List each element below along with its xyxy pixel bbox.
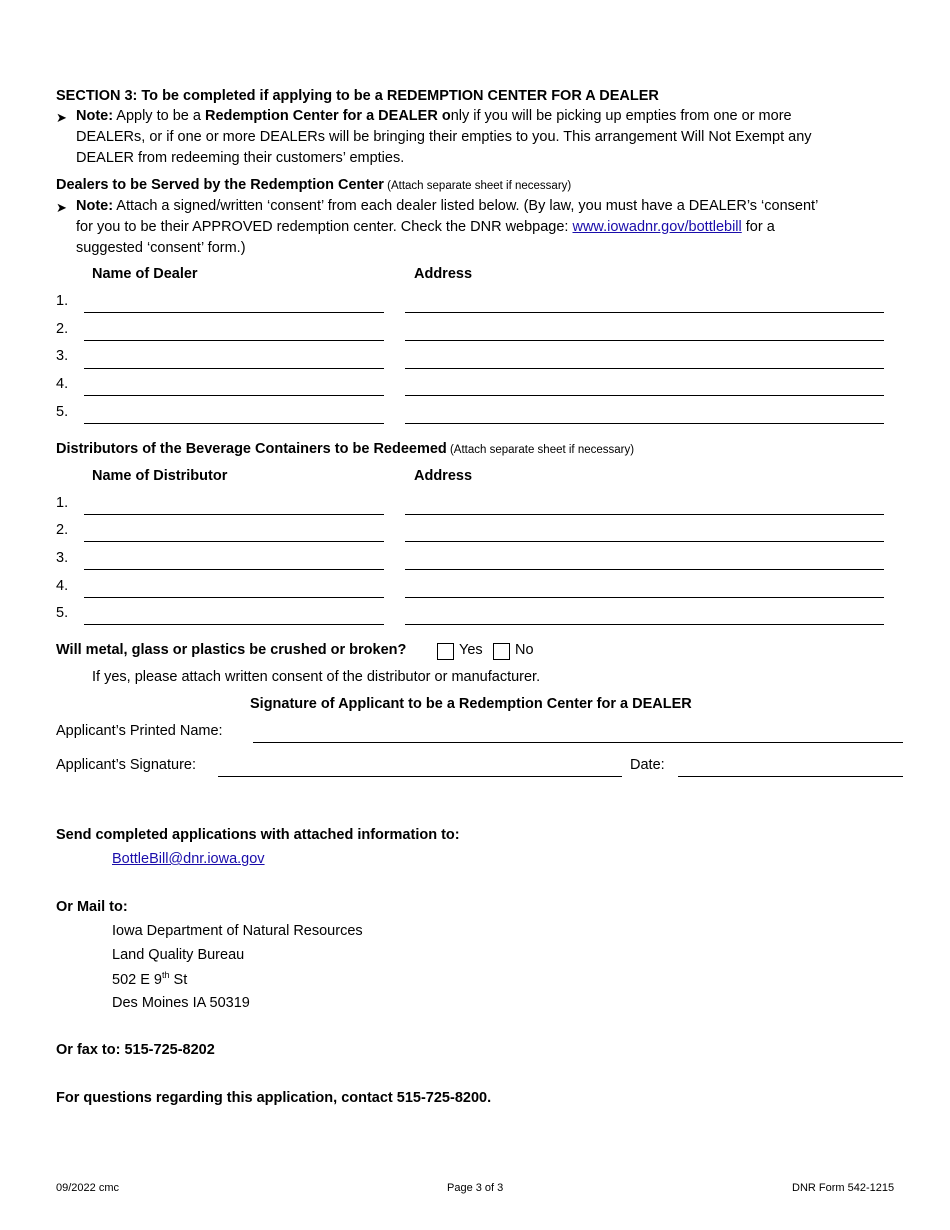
distributor-address-field[interactable] bbox=[405, 597, 884, 598]
distributor-row-number: 3. bbox=[56, 550, 69, 566]
distributors-heading-note: (Attach separate sheet if necessary) bbox=[446, 444, 635, 456]
distributor-address-field[interactable] bbox=[405, 514, 884, 515]
distributors-heading bbox=[56, 441, 634, 457]
distributor-row-number: 5. bbox=[56, 605, 69, 621]
email-link[interactable]: BottleBill@dnr.iowa.gov bbox=[112, 851, 265, 867]
printed-name-label: Applicant’s Printed Name: bbox=[56, 723, 223, 739]
yes-checkbox[interactable] bbox=[437, 643, 454, 660]
dealer-name-field[interactable] bbox=[84, 423, 384, 424]
dealer-name-column-header: Name of Dealer bbox=[92, 266, 198, 282]
distributor-address-field[interactable] bbox=[405, 541, 884, 542]
date-field[interactable] bbox=[678, 776, 903, 777]
dealers-heading-note: (Attach separate sheet if necessary) bbox=[383, 180, 572, 192]
mail-address-line-1: Iowa Department of Natural Resources bbox=[112, 923, 363, 939]
note-text-cont: nly if you will be picking up empties from one or more bbox=[450, 108, 792, 124]
distributor-address-field[interactable] bbox=[405, 569, 884, 570]
note-label: Note: bbox=[76, 198, 114, 214]
mail-heading: Or Mail to: bbox=[56, 899, 128, 915]
no-label: No bbox=[515, 642, 534, 658]
note-bold-text: Redemption Center for a DEALER o bbox=[204, 108, 451, 124]
street-number: 502 E 9 bbox=[112, 971, 162, 988]
footer-date: 09/2022 cmc bbox=[56, 1182, 119, 1194]
street-suffix: St bbox=[169, 971, 188, 988]
no-checkbox[interactable] bbox=[493, 643, 510, 660]
distributor-name-field[interactable] bbox=[84, 569, 384, 570]
distributor-name-field[interactable] bbox=[84, 514, 384, 515]
dealer-address-column-header: Address bbox=[414, 266, 473, 282]
signature-label: Applicant’s Signature: bbox=[56, 757, 196, 773]
dealer-name-field[interactable] bbox=[84, 312, 384, 313]
note-label: Note: bbox=[76, 108, 114, 124]
footer-form-number: DNR Form 542-1215 bbox=[792, 1182, 895, 1194]
distributor-row-number: 1. bbox=[56, 495, 69, 511]
distributors-heading-text: Distributors of the Beverage Containers to be Redeemed bbox=[56, 441, 447, 457]
note-text: Attach a signed/written ‘consent’ from each dealer listed below. (By law, you must have a DEALER’s ‘consent’ bbox=[113, 198, 819, 214]
dealer-address-field[interactable] bbox=[405, 312, 884, 313]
distributor-address-field[interactable] bbox=[405, 624, 884, 625]
dealers-heading bbox=[56, 177, 571, 193]
mail-address-line-4: Des Moines IA 50319 bbox=[112, 995, 250, 1011]
fax-line: Or fax to: 515-725-8202 bbox=[56, 1042, 215, 1058]
send-heading: Send completed applications with attached information to: bbox=[56, 827, 460, 843]
distributor-row-number: 4. bbox=[56, 578, 69, 594]
signature-heading: Signature of Applicant to be a Redemption Center for a DEALER bbox=[250, 696, 692, 712]
crushed-question: Will metal, glass or plastics be crushed or broken? bbox=[56, 642, 407, 658]
distributor-name-field[interactable] bbox=[84, 597, 384, 598]
date-label: Date: bbox=[630, 757, 665, 773]
distributor-name-field[interactable] bbox=[84, 541, 384, 542]
footer-page-number: Page 3 of 3 bbox=[447, 1182, 504, 1194]
note-text: Apply to be a bbox=[113, 108, 205, 124]
dealer-name-field[interactable] bbox=[84, 368, 384, 369]
dealer-address-field[interactable] bbox=[405, 423, 884, 424]
section-note-line-3: DEALER from redeeming their customers’ empties. bbox=[76, 150, 405, 166]
distributor-name-column-header: Name of Distributor bbox=[92, 468, 228, 484]
dealers-note-line-2 bbox=[76, 219, 775, 235]
dealer-address-field[interactable] bbox=[405, 395, 884, 396]
section-note-line-2: DEALERs, or if one or more DEALERs will be bringing their empties to you. This arrangement Will Not Exempt any bbox=[76, 129, 812, 145]
dealer-address-field[interactable] bbox=[405, 340, 884, 341]
dealer-row-number: 5. bbox=[56, 404, 69, 420]
dealer-name-field[interactable] bbox=[84, 340, 384, 341]
crushed-note: If yes, please attach written consent of the distributor or manufacturer. bbox=[92, 669, 541, 685]
bullet-arrow-icon: ➤ bbox=[56, 200, 67, 215]
distributor-name-field[interactable] bbox=[84, 624, 384, 625]
section-note-line-1 bbox=[76, 108, 792, 124]
dnr-webpage-link[interactable]: www.iowadnr.gov/bottlebill bbox=[572, 219, 742, 235]
ordinal-suffix: th bbox=[162, 970, 170, 980]
section-heading: SECTION 3: To be completed if applying to be a REDEMPTION CENTER FOR A DEALER bbox=[56, 88, 659, 104]
note-text: for you to be their APPROVED redemption center. Check the DNR webpage: bbox=[76, 219, 573, 235]
yes-label: Yes bbox=[459, 642, 483, 658]
dealer-name-field[interactable] bbox=[84, 395, 384, 396]
signature-field[interactable] bbox=[218, 776, 622, 777]
distributor-address-column-header: Address bbox=[414, 468, 473, 484]
note-text-cont: for a bbox=[741, 219, 775, 235]
distributor-row-number: 2. bbox=[56, 522, 69, 538]
dealer-row-number: 2. bbox=[56, 321, 69, 337]
dealer-address-field[interactable] bbox=[405, 368, 884, 369]
dealer-row-number: 3. bbox=[56, 348, 69, 364]
mail-address-line-2: Land Quality Bureau bbox=[112, 947, 245, 963]
bullet-arrow-icon: ➤ bbox=[56, 110, 67, 125]
dealer-row-number: 4. bbox=[56, 376, 69, 392]
mail-address-line-3 bbox=[112, 970, 187, 988]
dealer-row-number: 1. bbox=[56, 293, 69, 309]
questions-line: For questions regarding this application, contact 515-725-8200. bbox=[56, 1090, 492, 1106]
dealers-heading-text: Dealers to be Served by the Redemption Center bbox=[56, 177, 384, 193]
dealers-note-line-1 bbox=[76, 198, 818, 214]
printed-name-field[interactable] bbox=[253, 742, 903, 743]
dealers-note-line-3: suggested ‘consent’ form.) bbox=[76, 240, 246, 256]
